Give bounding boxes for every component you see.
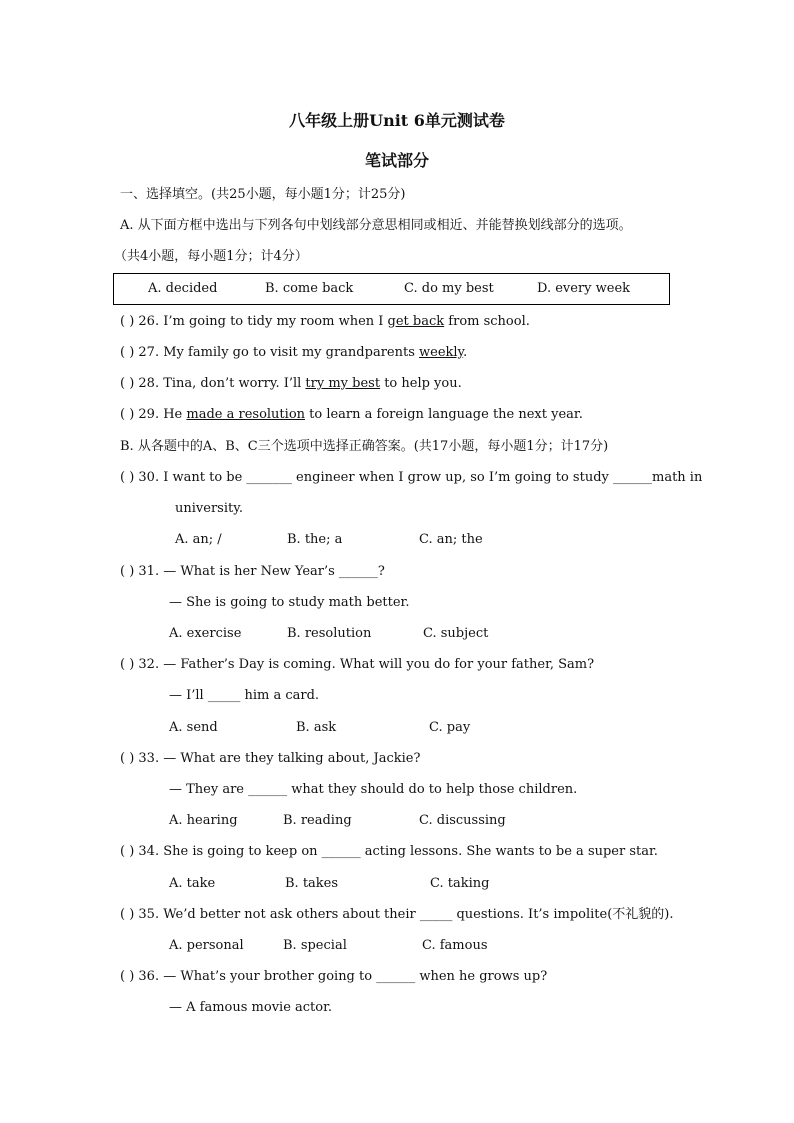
question-32-stem: ( ) 32. — Father’s Day is coming. What will you do for your father, Sam? xyxy=(120,657,595,672)
q33-choice-c: C. discussing xyxy=(419,813,506,828)
document-title: 八年级上册Unit 6单元测试卷 xyxy=(289,111,505,130)
q35-choice-c: C. famous xyxy=(422,938,488,953)
question-36-answer: — A famous movie actor. xyxy=(169,1000,333,1015)
q29-text-pre: ( ) 29. He xyxy=(120,407,187,422)
option-a: A. decided xyxy=(148,281,218,296)
question-31-answer: — She is going to study math better. xyxy=(169,595,410,610)
q26-text-pre: ( ) 26. I’m going to tidy my room when I xyxy=(120,314,388,329)
q31-choice-b: B. resolution xyxy=(287,626,372,641)
part-a-instruction-score: （共4小题，每小题1分；计4分） xyxy=(114,249,308,264)
part-b-instruction: B. 从各题中的A、B、C三个选项中选择正确答案。(共17小题，每小题1分；计17分) xyxy=(120,439,609,454)
document-subtitle: 笔试部分 xyxy=(364,151,429,170)
q27-text-post: . xyxy=(463,345,468,360)
section-heading: 一、选择填空。(共25小题，每小题1分；计25分) xyxy=(120,187,406,202)
q31-choice-c: C. subject xyxy=(423,626,489,641)
q27-underlined: weekly xyxy=(419,345,464,360)
q35-choice-a: A. personal xyxy=(169,938,244,953)
q33-choice-b: B. reading xyxy=(283,813,352,828)
q28-text-post: to help you. xyxy=(380,376,462,391)
q34-choice-b: B. takes xyxy=(285,876,339,891)
question-30-stem-cont: university. xyxy=(175,501,243,516)
question-26 xyxy=(120,313,530,331)
question-36-stem: ( ) 36. — What’s your brother going to ______ when he grows up? xyxy=(120,969,548,984)
q26-underlined: get back xyxy=(387,314,445,329)
question-33-stem: ( ) 33. — What are they talking about, Jackie? xyxy=(120,751,421,766)
q34-choice-a: A. take xyxy=(169,876,216,891)
q29-underlined: made a resolution xyxy=(186,407,306,422)
question-33-answer: — They are ______ what they should do to help those children. xyxy=(169,782,578,797)
question-30-stem: ( ) 30. I want to be _______ engineer when I grow up, so I’m going to study ______math in xyxy=(120,470,703,485)
q30-choice-a: A. an; / xyxy=(175,532,222,547)
q27-text-pre: ( ) 27. My family go to visit my grandparents xyxy=(120,345,419,360)
q32-choice-c: C. pay xyxy=(429,720,471,735)
q28-underlined: try my best xyxy=(305,376,381,391)
q30-choice-c: C. an; the xyxy=(419,532,483,547)
q30-choice-b: B. the; a xyxy=(287,532,343,547)
question-31-stem: ( ) 31. — What is her New Year’s ______? xyxy=(120,564,385,579)
question-32-answer: — I’ll _____ him a card. xyxy=(169,688,320,703)
option-d: D. every week xyxy=(537,281,631,296)
question-28 xyxy=(120,375,462,393)
q31-choice-a: A. exercise xyxy=(169,626,242,641)
question-35-stem: ( ) 35. We’d better not ask others about their _____ questions. It’s impolite(不礼貌的). xyxy=(120,907,674,922)
q32-choice-b: B. ask xyxy=(296,720,337,735)
q26-text-post: from school. xyxy=(444,314,530,329)
question-34-stem: ( ) 34. She is going to keep on ______ acting lessons. She wants to be a super star. xyxy=(120,844,658,859)
q32-choice-a: A. send xyxy=(169,720,218,735)
q35-choice-b: B. special xyxy=(283,938,347,953)
q28-text-pre: ( ) 28. Tina, don’t worry. I’ll xyxy=(120,376,306,391)
q29-text-post: to learn a foreign language the next year. xyxy=(305,407,583,422)
part-a-instruction: A. 从下面方框中选出与下列各句中划线部分意思相同或相近、并能替换划线部分的选项。 xyxy=(120,218,632,233)
option-c: C. do my best xyxy=(404,281,494,296)
question-29 xyxy=(120,406,583,424)
option-b: B. come back xyxy=(265,281,354,296)
q34-choice-c: C. taking xyxy=(430,876,490,891)
question-27 xyxy=(120,344,467,362)
q33-choice-a: A. hearing xyxy=(169,813,238,828)
